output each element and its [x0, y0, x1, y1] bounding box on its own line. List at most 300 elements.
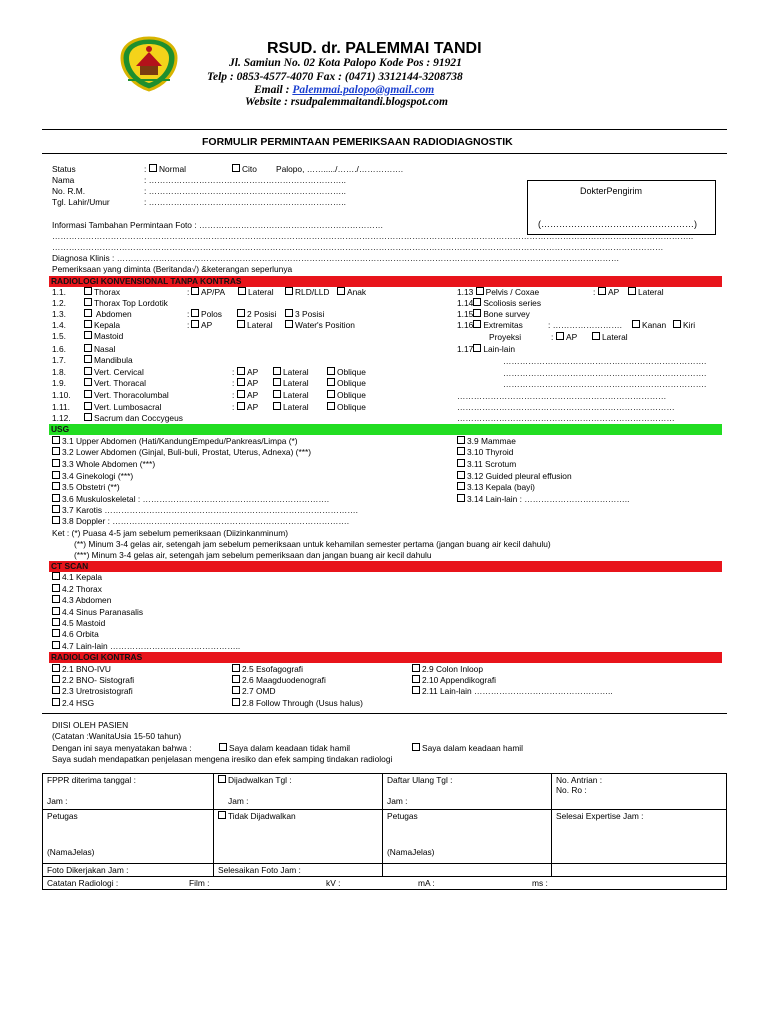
label: Saya dalam keadaan tidak hamil: [229, 743, 351, 753]
nama-field[interactable]: : ……………………………………………………………..: [144, 175, 346, 185]
label: 2.3 Uretrosistografi: [62, 686, 133, 696]
konv-opt[interactable]: [273, 402, 309, 413]
ms-label: ms :: [532, 878, 548, 888]
opt-label: Lateral: [283, 402, 309, 412]
konv-opt[interactable]: [237, 367, 258, 378]
antrian-cell[interactable]: [552, 774, 727, 810]
konv-label: Vert. Thoracal: [94, 378, 146, 388]
ket-note: (***) Minum 3-4 gelas air, setengah jam sebelum pemeriksaan dan jangan buang air kecil dahulu: [74, 550, 432, 560]
label: 4.7 Lain-lain ………………………………………..: [62, 641, 241, 651]
status-normal[interactable]: [149, 164, 186, 175]
checkbox-icon[interactable]: [52, 629, 60, 637]
checkbox-icon[interactable]: [52, 516, 60, 524]
checkbox-icon[interactable]: [232, 164, 240, 172]
checkbox-icon[interactable]: [556, 332, 564, 340]
label: 4.2 Thorax: [62, 584, 102, 594]
konv-opt[interactable]: [191, 287, 225, 298]
patient-note-title: DIISI OLEH PASIEN: [52, 720, 129, 730]
konv-item[interactable]: [84, 355, 133, 366]
checkbox-icon[interactable]: [218, 811, 226, 819]
section-usg: USG: [49, 424, 722, 435]
kontras-item[interactable]: [52, 664, 111, 675]
ct-item[interactable]: [52, 607, 143, 618]
konv-opt[interactable]: [191, 309, 222, 320]
label: AP: [566, 332, 578, 342]
konv-label: Vert. Cervical: [94, 367, 144, 377]
status-label: Status: [52, 164, 76, 174]
label: Lain-lain: [483, 344, 515, 354]
checkbox-icon[interactable]: [457, 436, 465, 444]
lainlain-dots[interactable]: …………………………………………………………………: [457, 391, 667, 401]
label: 2.1 BNO-IVU: [62, 664, 111, 674]
empty-cell: [552, 864, 727, 877]
extremitas-kanan[interactable]: [632, 320, 666, 331]
usg-item[interactable]: [457, 482, 535, 493]
ct-item[interactable]: [52, 618, 105, 629]
konv-opt[interactable]: [327, 390, 366, 401]
checkbox-icon[interactable]: [473, 298, 481, 306]
checkbox-icon[interactable]: [52, 698, 60, 706]
checkbox-icon[interactable]: [285, 309, 293, 317]
info-label[interactable]: Informasi Tambahan Permintaan Foto : …………………………………………………………: [52, 220, 384, 230]
konv-item[interactable]: [84, 367, 144, 378]
konv-opt[interactable]: [285, 309, 324, 320]
checkbox-icon[interactable]: [457, 471, 465, 479]
checkbox-icon[interactable]: [273, 367, 281, 375]
checkbox-icon[interactable]: [412, 664, 420, 672]
proyeksi-lateral[interactable]: [592, 332, 628, 343]
label: Lateral: [602, 332, 628, 342]
label: Bone survey: [483, 309, 530, 319]
lainlain-dots[interactable]: ……………………………………………………………….: [503, 356, 707, 366]
label: 2.2 BNO- Sistografi: [62, 675, 135, 685]
usg-item[interactable]: [457, 471, 572, 482]
konv-label: Thorax: [94, 287, 121, 297]
checkbox-icon[interactable]: [285, 320, 293, 328]
checkbox-icon[interactable]: [84, 402, 92, 410]
checkbox-icon[interactable]: [52, 584, 60, 592]
usg-item[interactable]: [52, 482, 120, 493]
konv-label: Abdomen: [94, 309, 132, 319]
status-sep: :: [144, 164, 147, 174]
checkbox-icon[interactable]: [273, 390, 281, 398]
konv-opt[interactable]: [327, 367, 366, 378]
checkbox-icon[interactable]: [457, 447, 465, 455]
checkbox-icon[interactable]: [52, 572, 60, 580]
checkbox-icon[interactable]: [412, 686, 420, 694]
konv-num[interactable]: [457, 298, 541, 309]
nama-label: Nama: [52, 175, 75, 185]
usg-item[interactable]: [457, 436, 516, 447]
city-date: Palopo, ……...../……./…………….: [276, 164, 404, 174]
dijadwalkan-opt[interactable]: [218, 775, 378, 785]
konv-opt[interactable]: [237, 378, 258, 389]
nama-jelas-label: (NamaJelas): [387, 847, 435, 857]
status-cito[interactable]: [232, 164, 257, 175]
konv-opt[interactable]: [238, 287, 274, 298]
checkbox-icon[interactable]: [476, 287, 484, 295]
usg-item[interactable]: [52, 436, 298, 447]
konv-opt[interactable]: [237, 390, 258, 401]
film-label: Film :: [189, 878, 210, 888]
checkbox-icon[interactable]: [232, 698, 240, 706]
section-kontras: RADIOLOGI KONTRAS: [49, 652, 722, 663]
checkbox-icon[interactable]: [232, 686, 240, 694]
label: AP: [608, 287, 620, 297]
pregnancy-yes[interactable]: [412, 743, 523, 754]
selesai-expertise-label: Selesai Expertise Jam :: [556, 811, 644, 821]
ct-item[interactable]: [52, 629, 99, 640]
catatan-cell[interactable]: [43, 877, 727, 890]
label: 2.5 Esofagografi: [242, 664, 303, 674]
checkbox-icon[interactable]: [337, 287, 345, 295]
checkbox-icon[interactable]: [237, 402, 245, 410]
checkbox-icon[interactable]: [84, 413, 92, 421]
diagnosa-field[interactable]: Diagnosa Klinis : ………………………………………………………………………………………………………………………………………………………………: [52, 253, 620, 263]
checkbox-icon[interactable]: [52, 459, 60, 467]
konv-label: Nasal: [94, 344, 116, 354]
tgl-label: Tgl. Lahir/Umur: [52, 197, 110, 207]
kontras-item[interactable]: [52, 698, 94, 709]
label: Foto Dikerjakan Jam :: [47, 865, 129, 875]
pelvis-lateral[interactable]: [628, 287, 664, 298]
info-dots-1[interactable]: …………………………………………………………………………………………………………………………………………………………………………………………………………..: [52, 231, 694, 241]
kontras-item[interactable]: [412, 686, 613, 697]
patient-statement: Dengan ini saya menyatakan bahwa :: [52, 743, 192, 753]
usg-item[interactable]: [457, 494, 629, 505]
checkbox-icon[interactable]: [473, 309, 481, 317]
checkbox-icon[interactable]: [191, 309, 199, 317]
checkbox-icon[interactable]: [237, 367, 245, 375]
rm-field[interactable]: : ……………………………………………………………..: [144, 186, 346, 196]
konv-item[interactable]: [84, 402, 162, 413]
rm-label: No. R.M.: [52, 186, 86, 196]
konv-num: 1.9.: [52, 378, 66, 388]
fppr-cell[interactable]: [43, 774, 214, 810]
daftar-ulang-cell[interactable]: [383, 774, 552, 810]
checkbox-icon[interactable]: [52, 471, 60, 479]
label: 2.9 Colon Inloop: [422, 664, 483, 674]
label: 2.4 HSG: [62, 698, 95, 708]
opt-label: Lateral: [247, 320, 273, 330]
petugas-cell[interactable]: [43, 810, 214, 864]
petugas-label: Petugas: [47, 811, 78, 821]
checkbox-icon[interactable]: [327, 378, 335, 386]
checkbox-icon[interactable]: [457, 482, 465, 490]
checkbox-icon[interactable]: [52, 618, 60, 626]
usg-item[interactable]: [52, 494, 329, 505]
petugas-label: Petugas: [387, 811, 418, 821]
checkbox-icon[interactable]: [412, 743, 420, 751]
konv-opt[interactable]: [237, 320, 273, 331]
checkbox-icon[interactable]: [84, 298, 92, 306]
kontras-item[interactable]: [232, 698, 363, 709]
checkbox-icon[interactable]: [327, 390, 335, 398]
usg-item[interactable]: [52, 459, 155, 470]
usg-item[interactable]: [52, 505, 358, 516]
checkbox-icon[interactable]: [473, 320, 481, 328]
checkbox-icon[interactable]: [84, 331, 92, 339]
antrian-label: No. Antrian :: [556, 775, 603, 785]
form-title: FORMULIR PERMINTAAN PEMERIKSAAN RADIODIAGNOSTIK: [202, 136, 513, 148]
requested-note: Pemeriksaan yang diminta (Beritanda√) &keterangan seperlunya: [52, 264, 293, 274]
label: 2.8 Follow Through (Usus halus): [242, 698, 363, 708]
checkbox-icon[interactable]: [238, 287, 246, 295]
kontras-item[interactable]: [412, 664, 483, 675]
proyeksi-ap[interactable]: [556, 332, 577, 343]
info-dots-2[interactable]: …………………………………………………………………………………………………………………………………………………………………………………………………: [52, 242, 664, 252]
jam-label: Jam :: [47, 796, 68, 806]
konv-num: 1.8.: [52, 367, 66, 377]
opt-label: AP: [247, 402, 259, 412]
konv-num: 1.2.: [52, 298, 66, 308]
checkbox-icon[interactable]: [52, 664, 60, 672]
checkbox-icon[interactable]: [632, 320, 640, 328]
checkbox-icon[interactable]: [237, 309, 245, 317]
opt-label: Oblique: [337, 402, 366, 412]
checkbox-icon[interactable]: [191, 320, 199, 328]
extremitas-kiri[interactable]: [673, 320, 695, 331]
konv-opt[interactable]: [285, 287, 329, 298]
opt-label: Lateral: [283, 367, 309, 377]
konv-opt[interactable]: [273, 390, 309, 401]
admin-table: [42, 773, 727, 890]
konv-opt[interactable]: [273, 367, 309, 378]
label: 3.5 Obstetri (**): [62, 482, 120, 492]
konv-num[interactable]: [457, 287, 539, 298]
ct-item[interactable]: [52, 572, 102, 583]
hospital-phone: Telp : 0853-4577-4070 Fax : (0471) 3312144-3208738: [207, 71, 463, 83]
checkbox-icon[interactable]: [273, 402, 281, 410]
pregnancy-no[interactable]: [219, 743, 350, 754]
kontras-item[interactable]: [232, 686, 276, 697]
checkbox-icon[interactable]: [52, 641, 60, 649]
email-label: Email :: [254, 84, 293, 96]
hospital-address: Jl. Samiun No. 02 Kota Palopo Kode Pos : 91921: [229, 57, 462, 69]
checkbox-icon[interactable]: [84, 344, 92, 352]
konv-opt[interactable]: [237, 309, 276, 320]
checkbox-icon[interactable]: [598, 287, 606, 295]
usg-item[interactable]: [52, 447, 311, 458]
konv-opt[interactable]: [327, 378, 366, 389]
label: 4.1 Kepala: [62, 572, 103, 582]
table-row: [43, 774, 727, 810]
konv-opt[interactable]: [285, 320, 355, 331]
checkbox-icon[interactable]: [232, 675, 240, 683]
label: 4.6 Orbita: [62, 629, 99, 639]
checkbox-icon[interactable]: [191, 287, 199, 295]
checkbox-icon[interactable]: [84, 287, 92, 295]
konv-opt[interactable]: [337, 287, 366, 298]
opt-label: Oblique: [337, 378, 366, 388]
kontras-item[interactable]: [232, 675, 326, 686]
konv-num[interactable]: [457, 344, 515, 355]
konv-sep: :: [187, 287, 190, 297]
label: 4.5 Mastoid: [62, 618, 106, 628]
konv-item[interactable]: [84, 331, 123, 342]
konv-sep: :: [232, 402, 235, 412]
pelvis-sep: :: [593, 287, 596, 297]
doctor-label: DokterPengirim: [580, 186, 643, 196]
ct-item[interactable]: [52, 641, 240, 652]
konv-opt[interactable]: [237, 402, 258, 413]
konv-label: Kepala: [94, 320, 121, 330]
checkbox-icon[interactable]: [412, 675, 420, 683]
checkbox-icon[interactable]: [285, 287, 293, 295]
checkbox-icon[interactable]: [52, 595, 60, 603]
konv-sep: :: [187, 309, 190, 319]
kontras-item[interactable]: [232, 664, 303, 675]
checkbox-icon[interactable]: [84, 320, 92, 328]
label: Pelvis / Coxae: [485, 287, 540, 297]
opt-label: Water's Position: [295, 320, 355, 330]
konv-opt[interactable]: [273, 378, 309, 389]
label: 4.4 Sinus Paranasalis: [62, 607, 144, 617]
foto-dikerjakan-cell[interactable]: [43, 864, 214, 877]
email-link[interactable]: Palemmai.palopo@gmail.com: [292, 84, 435, 96]
label: 2.10 Appendikografi: [422, 675, 497, 685]
label: 2.7 OMD: [242, 686, 276, 696]
pelvis-ap[interactable]: [598, 287, 619, 298]
checkbox-icon[interactable]: [52, 675, 60, 683]
konv-label: Vert. Thoracolumbal: [94, 390, 169, 400]
checkbox-icon[interactable]: [457, 494, 465, 502]
konv-item[interactable]: [84, 320, 120, 331]
konv-item[interactable]: [84, 378, 146, 389]
konv-label: Thorax Top Lordotik: [94, 298, 168, 308]
kontras-item[interactable]: [412, 675, 496, 686]
label: 3.10 Thyroid: [467, 447, 514, 457]
konv-opt[interactable]: [327, 402, 366, 413]
label: Kanan: [642, 320, 667, 330]
checkbox-icon[interactable]: [473, 344, 481, 352]
checkbox-icon[interactable]: [52, 447, 60, 455]
opt-label: 2 Posisi: [247, 309, 277, 319]
label: 2.6 Maagduodenografi: [242, 675, 326, 685]
label: 3.8 Doppler : ………………………………………………………………………….: [62, 516, 350, 526]
label: 3.2 Lower Abdomen (Ginjal, Buli-buli, Prostat, Uterus, Adnexa) (***): [62, 447, 312, 457]
selesaikan-foto-cell[interactable]: [214, 864, 383, 877]
tidak-dijadwalkan-cell[interactable]: [214, 810, 383, 864]
konv-item[interactable]: [84, 413, 183, 424]
dijadwalkan-cell[interactable]: [214, 774, 383, 810]
checkbox-icon[interactable]: [237, 390, 245, 398]
status-normal-label: Normal: [159, 164, 186, 174]
label: 3.4 Ginekologi (***): [62, 471, 134, 481]
checkbox-icon[interactable]: [327, 367, 335, 375]
patient-note-sub: (Catatan :WanitaUsia 15-50 tahun): [52, 731, 182, 741]
catatan-label: Catatan Radiologi :: [47, 878, 119, 888]
petugas-cell-2[interactable]: [383, 810, 552, 864]
konv-item[interactable]: [84, 287, 120, 298]
nama-jelas-label: (NamaJelas): [47, 847, 95, 857]
opt-label: Lateral: [248, 287, 274, 297]
checkbox-icon[interactable]: [52, 494, 60, 502]
section-ctscan: CT SCAN: [49, 561, 722, 572]
konv-item[interactable]: [84, 298, 168, 309]
checkbox-icon[interactable]: [52, 436, 60, 444]
ct-item[interactable]: [52, 584, 102, 595]
checkbox-icon[interactable]: [52, 607, 60, 615]
num: 1.13: [457, 287, 474, 297]
checkbox-icon[interactable]: [237, 378, 245, 386]
checkbox-icon[interactable]: [273, 378, 281, 386]
checkbox-icon[interactable]: [52, 686, 60, 694]
label: 3.3 Whole Abdomen (***): [62, 459, 156, 469]
tidak-dijadwalkan-opt[interactable]: [218, 811, 378, 821]
checkbox-icon[interactable]: [219, 743, 227, 751]
ct-item[interactable]: [52, 595, 111, 606]
hospital-email-line: [254, 84, 434, 96]
label: Tidak Dijadwalkan: [228, 811, 296, 821]
checkbox-icon[interactable]: [84, 355, 92, 363]
checkbox-icon[interactable]: [52, 482, 60, 490]
usg-item[interactable]: [52, 516, 349, 527]
label: Kiri: [683, 320, 696, 330]
kontras-item[interactable]: [52, 686, 133, 697]
checkbox-icon[interactable]: [592, 332, 600, 340]
consent-text: Saya sudah mendapatkan penjelasan mengena iresiko dan efek samping tindakan radiologi: [52, 754, 393, 764]
checkbox-icon[interactable]: [237, 320, 245, 328]
konv-opt[interactable]: [191, 320, 212, 331]
checkbox-icon[interactable]: [628, 287, 636, 295]
checkbox-icon[interactable]: [84, 390, 92, 398]
lainlain-dots[interactable]: ……………………………………………………………………: [457, 413, 675, 423]
num: 1.15: [457, 309, 474, 319]
checkbox-icon[interactable]: [84, 309, 92, 317]
proyeksi-sep: :: [551, 332, 554, 342]
label: 2.11 Lain-lain …………………………………………..: [422, 686, 613, 696]
konv-item[interactable]: [84, 344, 115, 355]
extremitas-dots[interactable]: : …………………….: [548, 320, 622, 330]
konv-sep: :: [232, 390, 235, 400]
checkbox-icon[interactable]: [149, 164, 157, 172]
opt-label: Oblique: [337, 390, 366, 400]
opt-label: RLD/LLD: [295, 287, 330, 297]
lainlain-dots[interactable]: ……………………………………………………………….: [503, 379, 707, 389]
kontras-item[interactable]: [52, 675, 134, 686]
jam-label: Jam :: [228, 796, 249, 806]
checkbox-icon[interactable]: [457, 459, 465, 467]
checkbox-icon[interactable]: [84, 367, 92, 375]
konv-item[interactable]: [84, 390, 169, 401]
checkbox-icon[interactable]: [232, 664, 240, 672]
checkbox-icon[interactable]: [84, 378, 92, 386]
opt-label: AP: [247, 390, 259, 400]
checkbox-icon[interactable]: [327, 402, 335, 410]
opt-label: Polos: [201, 309, 222, 319]
konv-num[interactable]: [457, 320, 523, 331]
doctor-signature[interactable]: (……………………………………………): [538, 219, 697, 229]
lainlain-dots[interactable]: ……………………………………………………………………: [457, 402, 675, 412]
checkbox-icon[interactable]: [52, 505, 60, 513]
selesai-expertise-cell[interactable]: [552, 810, 727, 864]
checkbox-icon[interactable]: [218, 775, 226, 783]
usg-item[interactable]: [457, 447, 513, 458]
label: Saya dalam keadaan hamil: [422, 743, 524, 753]
label: 3.6 Muskuloskeletal : ………………………………………………………….: [62, 494, 330, 504]
tgl-field[interactable]: : ……………………………………………………………..: [144, 197, 346, 207]
ket-note: (**) Minum 3-4 gelas air, setengah jam sebelum pemeriksaan untuk kehamilan semester pertama (jangan buang air kecil dahulu): [74, 539, 551, 549]
konv-num: 1.12.: [52, 413, 71, 423]
konv-item[interactable]: [84, 309, 132, 320]
konv-num[interactable]: [457, 309, 530, 320]
usg-item[interactable]: [52, 471, 133, 482]
konv-sep: :: [232, 367, 235, 377]
usg-item[interactable]: [457, 459, 516, 470]
lainlain-dots[interactable]: ……………………………………………………………….: [503, 368, 707, 378]
checkbox-icon[interactable]: [673, 320, 681, 328]
